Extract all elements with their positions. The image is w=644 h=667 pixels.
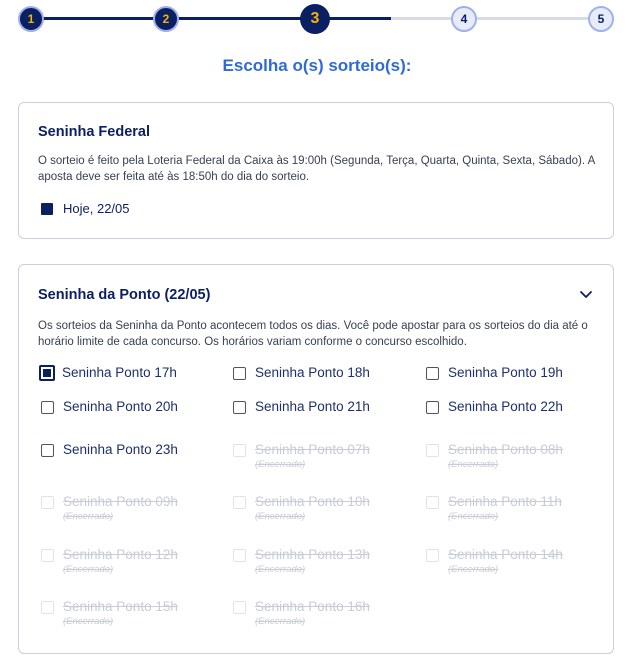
ponto-option-closed-label: (Encerrado): [448, 564, 499, 575]
step-number: 5: [597, 12, 605, 26]
ponto-option-text: [448, 365, 563, 380]
ponto-option-text: [63, 442, 178, 457]
ponto-option-label: Seninha Ponto 11h: [448, 494, 562, 509]
ponto-option-checkbox[interactable]: [39, 365, 55, 381]
step-5: [588, 6, 614, 32]
chevron-down-icon[interactable]: [579, 287, 593, 301]
ponto-option: [426, 547, 563, 575]
ponto-option: [426, 442, 563, 470]
ponto-option-text: [255, 494, 370, 522]
ponto-option-checkbox: [426, 549, 439, 562]
ponto-option-text: [63, 599, 178, 627]
ponto-option-label: Seninha Ponto 14h: [448, 547, 563, 562]
step-4: [451, 6, 477, 32]
ponto-option-label: Seninha Ponto 18h: [255, 365, 370, 380]
ponto-option-label: Seninha Ponto 22h: [448, 399, 563, 414]
ponto-option: [233, 599, 370, 627]
ponto-option-checkbox[interactable]: [233, 401, 246, 414]
ponto-option-closed-label: (Encerrado): [448, 459, 499, 470]
ponto-option-label: Seninha Ponto 17h: [62, 365, 177, 380]
step-1[interactable]: [18, 6, 44, 32]
federal-description: O sorteio é feito pela Loteria Federal da Caixa às 19:00h (Segunda, Terça, Quarta, Quinta, Sexta, Sábado). A aposta deve ser feita até às 18:50h do dia do sorteio.: [38, 155, 595, 183]
ponto-option-closed-label: (Encerrado): [255, 511, 306, 522]
ponto-option-checkbox: [233, 549, 246, 562]
ponto-option-checkbox: [233, 496, 246, 509]
ponto-option-label: Seninha Ponto 23h: [63, 442, 178, 457]
ponto-option-label: Seninha Ponto 10h: [255, 494, 370, 509]
ponto-option-text: [255, 547, 370, 575]
ponto-option-closed-label: (Encerrado): [63, 511, 114, 522]
ponto-option: [426, 494, 562, 522]
federal-title: Seninha Federal: [38, 124, 151, 140]
ponto-option[interactable]: [233, 399, 370, 414]
ponto-option-label: Seninha Ponto 16h: [255, 599, 370, 614]
ponto-option: [41, 494, 178, 522]
federal-checkbox[interactable]: [41, 203, 53, 215]
step-number: 1: [27, 12, 35, 26]
ponto-option-checkbox: [426, 496, 439, 509]
progress-stepper: [18, 6, 618, 32]
ponto-option: [41, 599, 178, 627]
ponto-option[interactable]: [233, 365, 370, 380]
ponto-option-checkbox[interactable]: [426, 401, 439, 414]
ponto-option-label: Seninha Ponto 20h: [63, 399, 178, 414]
ponto-option: [233, 547, 370, 575]
federal-option-label: Hoje, 22/05: [63, 201, 130, 216]
ponto-option: [41, 547, 178, 575]
ponto-option-closed-label: (Encerrado): [63, 564, 114, 575]
ponto-option[interactable]: [426, 399, 563, 414]
ponto-option: [233, 442, 370, 470]
ponto-option-checkbox[interactable]: [233, 367, 246, 380]
ponto-option-label: Seninha Ponto 21h: [255, 399, 370, 414]
ponto-title: Seninha da Ponto (22/05): [38, 287, 211, 303]
federal-card: [18, 102, 614, 239]
ponto-option[interactable]: [41, 399, 178, 414]
ponto-option-checkbox: [233, 444, 246, 457]
ponto-description: Os sorteios da Seninha da Ponto acontecem todos os dias. Você pode apostar para os sorteios do dia até o horário limite de cada concurso. Os horários variam conforme o concurso escolhido.: [38, 320, 588, 348]
ponto-option[interactable]: [41, 442, 178, 457]
ponto-option-text: [63, 547, 178, 575]
stepper-line-2: [171, 17, 315, 20]
ponto-option-label: Seninha Ponto 13h: [255, 547, 370, 562]
ponto-option-label: Seninha Ponto 09h: [63, 494, 178, 509]
step-number: 3: [310, 10, 320, 27]
ponto-option-closed-label: (Encerrado): [255, 459, 306, 470]
ponto-option-closed-label: (Encerrado): [448, 511, 499, 522]
ponto-option-checkbox: [426, 444, 439, 457]
ponto-option-text: [448, 494, 562, 522]
ponto-option-text: [255, 365, 370, 380]
ponto-option-closed-label: (Encerrado): [255, 564, 306, 575]
ponto-option-closed-label: (Encerrado): [63, 616, 114, 627]
stepper-line-1: [31, 17, 171, 20]
ponto-option-checkbox[interactable]: [41, 401, 54, 414]
ponto-option-checkbox[interactable]: [426, 367, 439, 380]
ponto-option-checkbox[interactable]: [41, 444, 54, 457]
ponto-option-text: [255, 399, 370, 414]
ponto-option-text: [255, 442, 370, 470]
step-number: 2: [162, 12, 170, 26]
ponto-option-text: [448, 547, 563, 575]
ponto-option-label: Seninha Ponto 07h: [255, 442, 370, 457]
stepper-line-4: [463, 17, 601, 20]
step-3: [300, 4, 330, 34]
ponto-option-checkbox: [41, 601, 54, 614]
ponto-option-text: [255, 599, 370, 627]
ponto-option-text: [448, 399, 563, 414]
ponto-option-closed-label: (Encerrado): [255, 616, 306, 627]
ponto-option-text: [448, 442, 563, 470]
ponto-option-checkbox: [233, 601, 246, 614]
ponto-option-label: Seninha Ponto 15h: [63, 599, 178, 614]
ponto-option[interactable]: [41, 365, 177, 381]
ponto-card: [18, 264, 614, 654]
ponto-option-label: Seninha Ponto 12h: [63, 547, 178, 562]
ponto-option-checkbox: [41, 549, 54, 562]
step-number: 4: [460, 12, 468, 26]
federal-option-today[interactable]: [41, 201, 130, 216]
page-title: Escolha o(s) sorteio(s):: [222, 56, 412, 75]
ponto-option-text: [63, 399, 178, 414]
ponto-option: [233, 494, 370, 522]
step-2[interactable]: [153, 6, 179, 32]
ponto-option-text: [63, 494, 178, 522]
ponto-option-checkbox: [41, 496, 54, 509]
ponto-option-label: Seninha Ponto 19h: [448, 365, 563, 380]
ponto-option-text: [62, 365, 177, 380]
ponto-option[interactable]: [426, 365, 563, 380]
ponto-option-label: Seninha Ponto 08h: [448, 442, 563, 457]
